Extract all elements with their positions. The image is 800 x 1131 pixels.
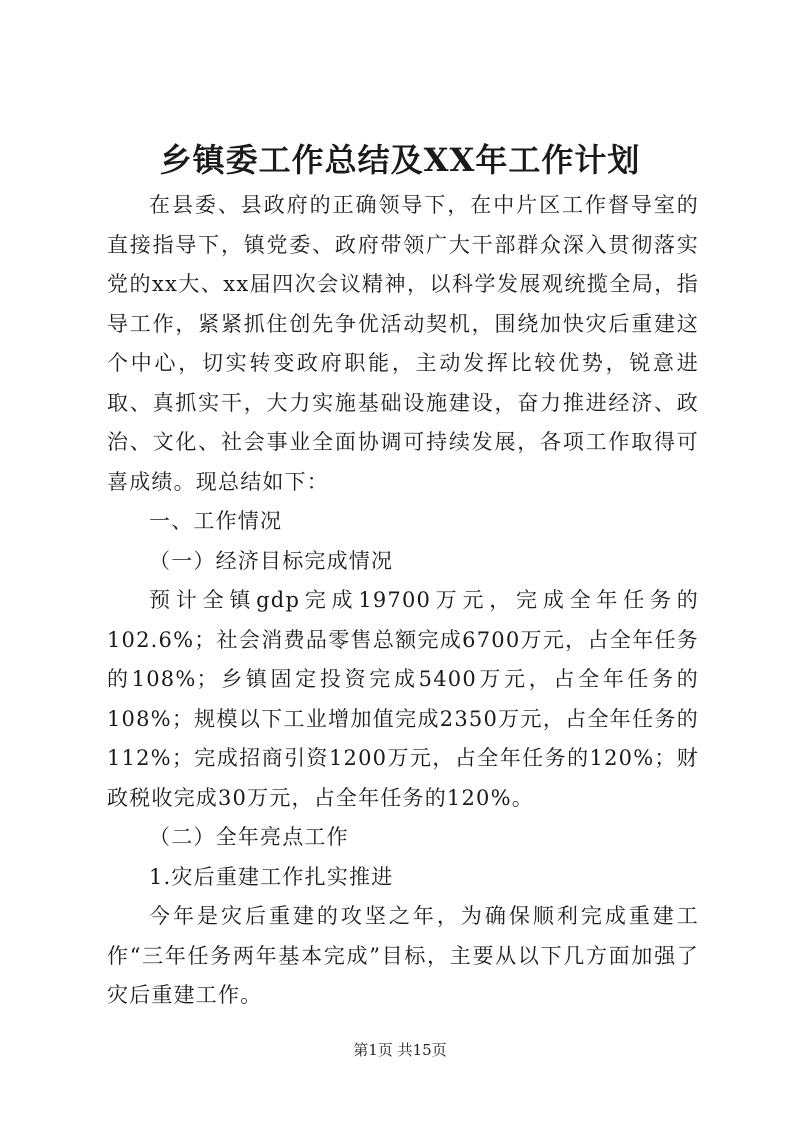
paragraph-intro: 在县委、县政府的正确领导下，在中片区工作督导室的直接指导下，镇党委、政府带领广大干部群众深入贯彻落实党的xx大、xx届四次会议精神，以科学发展观统揽全局，指导工作，紧紧抓住创先争优活动契机，围绕加快灾后重建这个中心，切实转变政府职能，主动发挥比较优势，锐意进取、真抓实干，大力实施基础设施建设，奋力推进经济、政治、文化、社会事业全面协调可持续发展，各项工作取得可喜成绩。现总结如下：	[107, 193, 699, 494]
page-number-footer: 第1页 共15页	[353, 1041, 447, 1059]
document-body	[107, 186, 699, 1016]
subheading-economic-targets: （一）经济目标完成情况	[149, 548, 394, 573]
heading-work-situation: 一、工作情况	[149, 509, 283, 533]
paragraph-reconstruction: 今年是灾后重建的攻坚之年，为确保顺利完成重建工作“三年任务两年基本完成”目标，主要从以下几方面加强了灾后重建工作。	[107, 904, 699, 1007]
paragraph-economic-figures: 预计全镇gdp完成19700万元，完成全年任务的102.6%；社会消费品零售总额完成6700万元，占全年任务的108%；乡镇固定投资完成5400万元，占全年任务的108%；规模以下工业增加值完成2350万元，占全年任务的112%；完成招商引资1200万元，占全年任务的120%；财政税收完成30万元，占全年任务的120%。	[107, 588, 699, 810]
subheading-highlights: （二）全年亮点工作	[149, 825, 349, 849]
document-title: 乡镇委工作总结及XX年工作计划	[159, 141, 641, 179]
item-reconstruction: 1.灾后重建工作扎实推进	[149, 864, 394, 889]
